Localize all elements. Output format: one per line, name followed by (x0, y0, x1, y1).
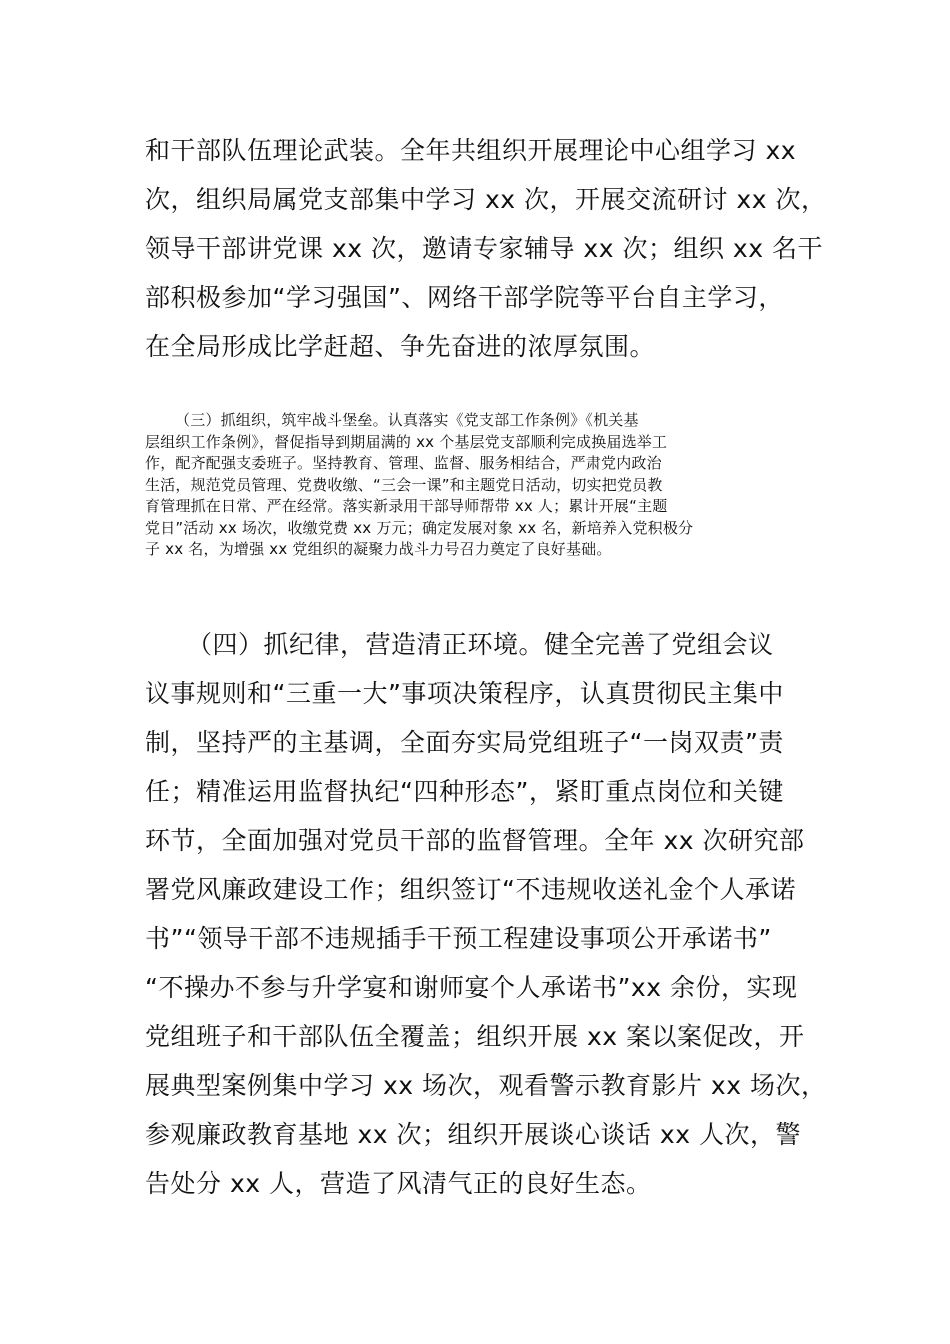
paragraph-line: 制，坚持严的主基调，全面夯实局党组班子“一岗双责”责 (145, 728, 784, 757)
paragraph-line: （三）抓组织，筑牢战斗堡垒。认真落实《党支部工作条例》《机关基 (175, 411, 639, 429)
paragraph-line: 任；精准运用监督执纪“四种形态”，紧盯重点岗位和关键 (145, 777, 784, 806)
paragraph-line: 子 xx 名，为增强 xx 党组织的凝聚力战斗力号召力奠定了良好基础。 (145, 540, 612, 558)
paragraph-line: “不操办不参与升学宴和谢师宴个人承诺书”xx 余份，实现 (145, 973, 798, 1002)
paragraph-discipline (145, 620, 827, 1208)
paragraph-line: 书”“领导干部不违规插手干预工程建设事项公开承诺书” (145, 924, 772, 953)
paragraph-line: 层组织工作条例》，督促指导到期届满的 xx 个基层党支部顺利完成换届选举工 (145, 432, 668, 451)
paragraph-line: 告处分 xx 人，营造了风清气正的良好生态。 (145, 1169, 652, 1198)
paragraph-line: 和干部队伍理论武装。全年共组织开展理论中心组学习 xx (145, 136, 797, 165)
paragraph-theory-study (145, 126, 827, 371)
paragraph-line: 在全局形成比学赶超、争先奋进的浓厚氛围。 (145, 332, 656, 361)
paragraph-line: 党日”活动 xx 场次，收缴党费 xx 万元；确定发展对象 xx 名，新培养入党积极分 (145, 518, 694, 537)
paragraph-line: 育管理抓在日常、严在经常。落实新录用干部导师帮带 xx 人；累计开展“主题 (145, 497, 668, 515)
paragraph-line: 作，配齐配强支委班子。坚持教育、管理、监督、服务相结合，严肃党内政治 (145, 454, 662, 472)
paragraph-line: 领导干部讲党课 xx 次，邀请专家辅导 xx 次；组织 xx 名干 (145, 234, 823, 263)
paragraph-line: 展典型案例集中学习 xx 场次，观看警示教育影片 xx 场次， (145, 1071, 827, 1100)
paragraph-line: 党组班子和干部队伍全覆盖；组织开展 xx 案以案促改，开 (145, 1022, 805, 1051)
paragraph-line: 次，组织局属党支部集中学习 xx 次，开展交流研讨 xx 次， (145, 185, 827, 214)
paragraph-line: 环节，全面加强对党员干部的监督管理。全年 xx 次研究部 (145, 826, 805, 855)
paragraph-line: 部积极参加“学习强国”、网络干部学院等平台自主学习， (145, 283, 784, 312)
paragraph-line: 生活，规范党员管理、党费收缴、“三会一课”和主题党日活动，切实把党员教 (145, 475, 663, 494)
paragraph-line: 署党风廉政建设工作；组织签订“不违规收送礼金个人承诺 (145, 875, 796, 904)
paragraph-organization (145, 410, 810, 561)
paragraph-line: （四）抓纪律，营造清正环境。健全完善了党组会议 (187, 630, 774, 659)
paragraph-line: 议事规则和“三重一大”事项决策程序，认真贯彻民主集中 (145, 679, 784, 708)
paragraph-line: 参观廉政教育基地 xx 次；组织开展谈心谈话 xx 人次，警 (145, 1120, 801, 1149)
